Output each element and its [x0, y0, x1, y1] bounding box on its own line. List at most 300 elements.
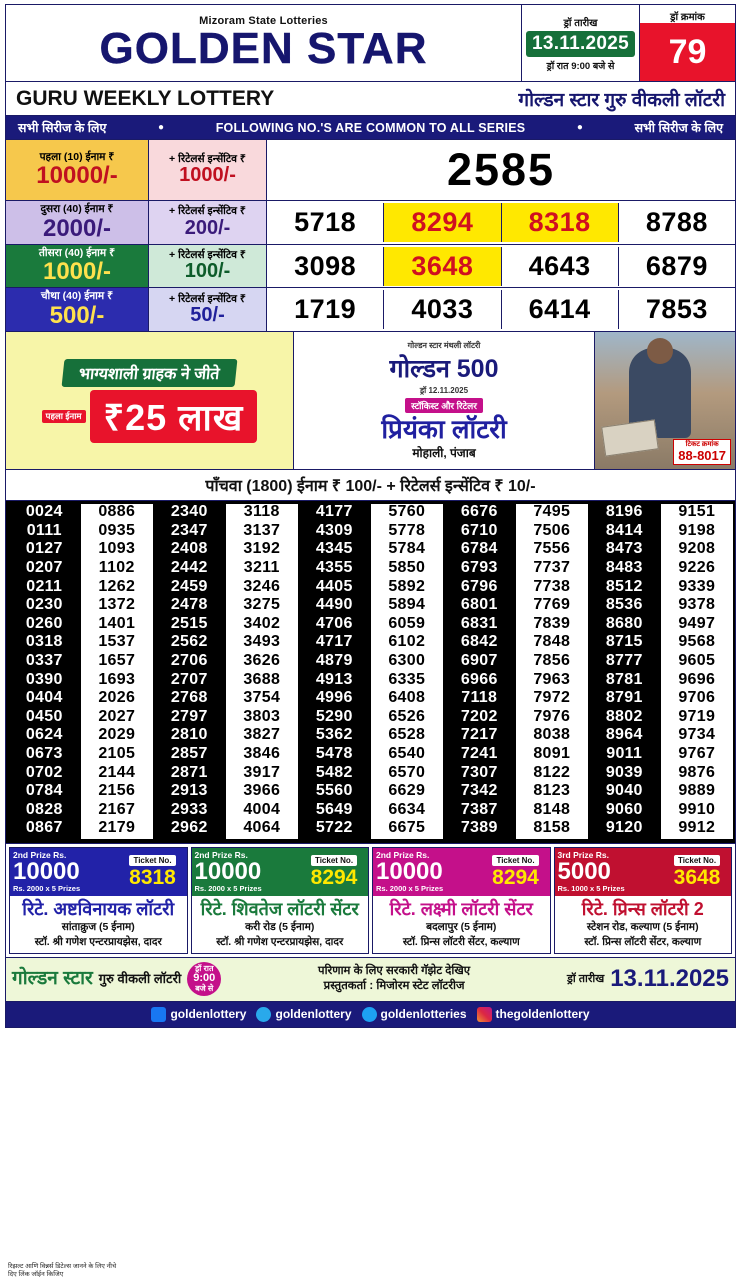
winner-ticket-number: 88-8017 — [678, 447, 726, 463]
footer-note-line1: परिणाम के लिए सरकारी गॅझेट देखिए — [318, 965, 471, 978]
fifth-prize-number: 1401 — [81, 616, 154, 635]
fifth-prize-number: 6842 — [443, 634, 516, 653]
footer-guru: गुरु वीकली लॉटरी — [98, 970, 182, 986]
prize-number: 4643 — [502, 247, 619, 286]
fifth-prize-number: 5784 — [371, 541, 444, 560]
fifth-prize-number: 6408 — [371, 690, 444, 709]
fifth-prize-number: 2478 — [153, 597, 226, 616]
winner-card — [9, 847, 188, 954]
prize-4-incentive-cell — [149, 288, 267, 331]
fifth-prize-number: 2408 — [153, 541, 226, 560]
fifth-prize-number: 0260 — [8, 616, 81, 635]
fifth-prize-number: 0111 — [8, 523, 81, 542]
fifth-prize-number: 0024 — [8, 504, 81, 523]
promo-winner-block — [6, 332, 294, 469]
fifth-prize-column — [153, 504, 226, 839]
tickets-shape — [601, 420, 659, 457]
footer-date: 13.11.2025 — [610, 965, 729, 993]
prize-3-incentive: 100/- — [184, 260, 231, 283]
fifth-prize-number: 7737 — [516, 560, 589, 579]
fifth-prize-number: 9568 — [661, 634, 734, 653]
promo-draw-date: ड्रॉ 12.11.2025 — [419, 386, 469, 396]
fifth-prize-number: 6570 — [371, 765, 444, 784]
page-title: GOLDEN STAR — [99, 23, 428, 73]
fifth-prize-number: 2933 — [153, 802, 226, 821]
winner-card-header — [373, 848, 550, 896]
fifth-prize-number: 3493 — [226, 634, 299, 653]
prize-number: 4033 — [384, 290, 501, 329]
fifth-prize-number: 7387 — [443, 802, 516, 821]
winner-card-place: स्टेशन रोड, कल्याण (5 ईनाम) — [586, 920, 699, 933]
winner-card-amount-block — [195, 851, 301, 893]
draw-date-block — [521, 5, 639, 81]
draw-time: ड्रॉ रात 9:00 बजे से — [546, 60, 615, 72]
fifth-prize-number: 1093 — [81, 541, 154, 560]
winner-card-place: बदलापुर (5 ईनाम) — [426, 920, 497, 933]
social-telegram[interactable] — [256, 1007, 351, 1022]
fifth-prize-number: 2962 — [153, 820, 226, 839]
fifth-prize-number: 9734 — [661, 727, 734, 746]
social-twitter[interactable] — [362, 1007, 467, 1022]
prize-3-incentive-cell — [149, 245, 267, 288]
fifth-prize-number: 3275 — [226, 597, 299, 616]
subheader-english: GURU WEEKLY LOTTERY — [16, 86, 275, 110]
winner-card-prize-title: 2nd Prize Rs. — [194, 849, 248, 860]
prize-4-amount: 500/- — [49, 302, 105, 330]
fifth-prize-number: 5362 — [298, 727, 371, 746]
promo-pink-label: स्टॉकिस्ट और रिटेलर — [405, 398, 483, 413]
fifth-prize-number: 5290 — [298, 709, 371, 728]
winner-card-amount-block — [13, 851, 119, 893]
subheader — [5, 82, 736, 116]
prize-number: 1719 — [267, 290, 384, 329]
fifth-prize-number: 1693 — [81, 672, 154, 691]
fifth-prize-number: 6793 — [443, 560, 516, 579]
footer — [5, 958, 736, 1002]
fifth-prize-number: 2105 — [81, 746, 154, 765]
fifth-prize-number: 3118 — [226, 504, 299, 523]
promo-amount: ₹25 लाख — [90, 390, 258, 443]
fifth-prize-number: 6634 — [371, 802, 444, 821]
prize-4-label: चौथा (40) ईनाम ₹ — [40, 290, 114, 303]
prize-1-incentive-cell — [149, 140, 267, 200]
fifth-prize-column — [298, 504, 371, 839]
social-instagram[interactable] — [477, 1007, 590, 1022]
fifth-prize-number: 9151 — [661, 504, 734, 523]
winner-card-header — [555, 848, 732, 896]
winner-card-ticket-label: Ticket No. — [492, 855, 538, 866]
fifth-prize-number: 2156 — [81, 783, 154, 802]
prize-2-amount: 2000/- — [42, 214, 112, 242]
fifth-prize-number: 8158 — [516, 820, 589, 839]
fifth-prize-number: 6796 — [443, 579, 516, 598]
prize-number: 8788 — [645, 206, 708, 237]
winner-card-shop: रिटे. लक्ष्मी लॉटरी सेंटर — [389, 899, 533, 920]
fifth-prize-number: 5722 — [298, 820, 371, 839]
fifth-prize-number: 9198 — [661, 523, 734, 542]
fifth-prize-number: 0886 — [81, 504, 154, 523]
winner-card — [191, 847, 370, 954]
common-series-middle: FOLLOWING NO.'S ARE COMMON TO ALL SERIES — [215, 120, 526, 135]
fifth-prize-number: 5892 — [371, 579, 444, 598]
social-handle: goldenlottery — [170, 1007, 247, 1022]
fifth-prize-number: 6528 — [371, 727, 444, 746]
prize-1-label: पहला (10) ईनाम ₹ — [39, 150, 115, 163]
winner-card — [554, 847, 733, 954]
fifth-prize-number: 0318 — [8, 634, 81, 653]
prize-2-label: दुसरा (40) ईनाम ₹ — [40, 203, 114, 215]
prize-1-amount: 10000/- — [36, 162, 118, 190]
fifth-prize-number: 2768 — [153, 690, 226, 709]
fifth-prize-number: 8473 — [588, 541, 661, 560]
social-facebook[interactable] — [151, 1007, 246, 1022]
prize-number: 3098 — [267, 247, 384, 286]
social-bar — [5, 1002, 736, 1028]
fifth-prize-grid — [5, 501, 736, 844]
fifth-prize-number: 1372 — [81, 597, 154, 616]
fifth-prize-column — [588, 504, 661, 839]
prize-4-incentive-label: + रिटेलर्स इन्सेंटिव ₹ — [169, 292, 246, 305]
fifth-prize-bar: पाँचवा (1800) ईनाम ₹ 100/- + रिटेलर्स इन्सेंटिव ₹ 10/- — [5, 470, 736, 501]
winner-card-stockist: स्टॉ. प्रिन्स लॉटरी सेंटर, कल्याण — [402, 935, 520, 948]
footer-clock-bottom: बजे से — [195, 983, 214, 993]
draw-date-value: 13.11.2025 — [526, 31, 635, 57]
winner-card-ticket-block — [666, 851, 728, 893]
footer-clock-top: ड्रॉ रात — [195, 963, 214, 973]
fifth-prize-number: 8196 — [588, 504, 661, 523]
prize-3-incentive-label: + रिटेलर्स इन्सेंटिव ₹ — [169, 248, 246, 261]
fifth-prize-number: 2857 — [153, 746, 226, 765]
fifth-prize-number: 4879 — [298, 653, 371, 672]
winner-card-ticket-block — [485, 851, 547, 893]
draw-number-label: ड्रॉ क्रमांक — [640, 5, 735, 23]
fifth-prize-number: 4405 — [298, 579, 371, 598]
prize-3-label-cell — [6, 245, 149, 288]
winner-card-ticket-no: 8318 — [129, 866, 176, 890]
fifth-prize-number: 3402 — [226, 616, 299, 635]
fifth-prize-number: 9339 — [661, 579, 734, 598]
fifth-prize-number: 7202 — [443, 709, 516, 728]
fifth-prize-number: 4309 — [298, 523, 371, 542]
fifth-prize-number: 8091 — [516, 746, 589, 765]
fifth-prize-number: 1537 — [81, 634, 154, 653]
fifth-prize-number: 0450 — [8, 709, 81, 728]
winner-card — [372, 847, 551, 954]
winner-card-shop: रिटे. प्रिन्स लॉटरी 2 — [581, 899, 704, 920]
winner-card-ticket-no: 8294 — [492, 866, 539, 890]
fifth-prize-number: 9040 — [588, 783, 661, 802]
fifth-prize-number: 2562 — [153, 634, 226, 653]
fifth-prize-number: 7769 — [516, 597, 589, 616]
prize-number: 2585 — [446, 144, 556, 195]
prize-2-incentive-cell — [149, 201, 267, 244]
fifth-prize-number: 8512 — [588, 579, 661, 598]
fifth-prize-number: 3846 — [226, 746, 299, 765]
fifth-prize-number: 7217 — [443, 727, 516, 746]
fifth-prize-number: 4355 — [298, 560, 371, 579]
fifth-prize-number: 3917 — [226, 765, 299, 784]
winner-card-body — [555, 896, 732, 952]
prize-row-1 — [6, 140, 735, 201]
fifth-prize-number: 6102 — [371, 634, 444, 653]
fifth-prize-number: 7389 — [443, 820, 516, 839]
social-handle: thegoldenlottery — [495, 1007, 590, 1022]
fifth-prize-number: 0935 — [81, 523, 154, 542]
fifth-prize-number: 6676 — [443, 504, 516, 523]
fifth-prize-number: 8123 — [516, 783, 589, 802]
subheader-hindi: गोल्डन स्टार गुरु वीकली लॉटरी — [518, 89, 725, 111]
prize-3-numbers — [267, 245, 735, 288]
fifth-prize-number: 0702 — [8, 765, 81, 784]
fifth-prize-number: 7495 — [516, 504, 589, 523]
fifth-prize-number: 2340 — [153, 504, 226, 523]
fifth-prize-number: 6801 — [443, 597, 516, 616]
promo-shop-block — [294, 332, 595, 469]
fifth-prize-number: 3137 — [226, 523, 299, 542]
fifth-prize-number: 5760 — [371, 504, 444, 523]
prize-1-label-cell — [6, 140, 149, 200]
fifth-prize-number: 3211 — [226, 560, 299, 579]
prize-4-label-cell — [6, 288, 149, 331]
winner-card-amount-block — [376, 851, 482, 893]
winner-card-sub: Rs. 2000 x 5 Prizes — [13, 884, 81, 894]
fifth-prize-number: 9060 — [588, 802, 661, 821]
fifth-prize-number: 4706 — [298, 616, 371, 635]
fifth-prize-number: 8414 — [588, 523, 661, 542]
fifth-prize-number: 9696 — [661, 672, 734, 691]
winner-card-amount: 10000 — [194, 858, 262, 886]
winner-card-amount-block — [558, 851, 664, 893]
common-series-right: सभी सिरीज के लिए — [634, 121, 723, 135]
fifth-prize-number: 6907 — [443, 653, 516, 672]
fifth-prize-number: 0828 — [8, 802, 81, 821]
fifth-prize-number: 9378 — [661, 597, 734, 616]
prize-4-incentive: 50/- — [190, 304, 225, 327]
winner-card-ticket-label: Ticket No. — [674, 855, 720, 866]
fifth-prize-number: 4177 — [298, 504, 371, 523]
footer-date-label: ड्रॉ तारीख — [566, 972, 605, 985]
prize-2-numbers — [267, 201, 735, 244]
prize-number-highlighted: 8294 — [384, 203, 501, 242]
common-series-left: सभी सिरीज के लिए — [18, 121, 107, 135]
fifth-prize-number: 8680 — [588, 616, 661, 635]
fifth-prize-number: 7556 — [516, 541, 589, 560]
fifth-prize-number: 8038 — [516, 727, 589, 746]
prize-3-amount: 1000/- — [42, 258, 112, 286]
fifth-prize-number: 2913 — [153, 783, 226, 802]
fifth-prize-number: 5850 — [371, 560, 444, 579]
winner-card-header — [192, 848, 369, 896]
footer-note — [227, 964, 561, 994]
draw-date-label: ड्रॉ तारीख — [563, 17, 598, 29]
fifth-prize-column — [661, 504, 734, 839]
winner-ticket-tag — [673, 439, 731, 465]
bullet-icon: ● — [158, 122, 165, 133]
promo-ribbon: भाग्यशाली ग्राहक ने जीते — [62, 359, 237, 387]
winner-card-ticket-label: Ticket No. — [311, 855, 357, 866]
fifth-prize-number: 4913 — [298, 672, 371, 691]
fifth-prize-number: 9767 — [661, 746, 734, 765]
fifth-prize-number: 9889 — [661, 783, 734, 802]
footer-small-note: रिझल्ट आणि विन्नर्स डिटेल्स जानने के लिए नीचे दिए लिंक जॉईन किजिए — [8, 1263, 117, 1278]
fifth-prize-number: 2706 — [153, 653, 226, 672]
fifth-prize-number: 2810 — [153, 727, 226, 746]
fifth-prize-number: 0784 — [8, 783, 81, 802]
common-series-bar — [5, 116, 736, 140]
bullet-icon: ● — [576, 122, 583, 133]
fifth-prize-number: 6784 — [443, 541, 516, 560]
fifth-prize-number: 0624 — [8, 727, 81, 746]
fifth-prize-number: 8964 — [588, 727, 661, 746]
fifth-prize-number: 7118 — [443, 690, 516, 709]
fifth-prize-number: 8777 — [588, 653, 661, 672]
winner-card-prize-title: 3rd Prize Rs. — [557, 849, 609, 860]
winner-card-body — [192, 896, 369, 952]
winner-card-stockist: स्टॉ. प्रिन्स लॉटरी सेंटर, कल्याण — [584, 935, 702, 948]
clock-icon — [187, 962, 221, 996]
fifth-prize-number: 5482 — [298, 765, 371, 784]
fifth-prize-number: 9208 — [661, 541, 734, 560]
footer-clock-time: 9:00 — [193, 972, 216, 985]
fifth-prize-number: 6710 — [443, 523, 516, 542]
fifth-prize-number: 2347 — [153, 523, 226, 542]
fifth-prize-number: 4717 — [298, 634, 371, 653]
prize-row-3 — [6, 245, 735, 289]
fifth-prize-number: 7307 — [443, 765, 516, 784]
fifth-prize-number: 9011 — [588, 746, 661, 765]
fifth-prize-number: 7972 — [516, 690, 589, 709]
fifth-prize-number: 0390 — [8, 672, 81, 691]
fifth-prize-number: 9120 — [588, 820, 661, 839]
winner-card-place: सांताक्रुज (5 ईनाम) — [61, 920, 135, 933]
fifth-prize-number: 8781 — [588, 672, 661, 691]
promo-shop-name: प्रियंका लॉटरी — [381, 414, 507, 445]
fifth-prize-number: 6540 — [371, 746, 444, 765]
fifth-prize-number: 7241 — [443, 746, 516, 765]
fifth-prize-number: 4345 — [298, 541, 371, 560]
header — [5, 4, 736, 82]
fifth-prize-column — [443, 504, 516, 839]
winner-card-ticket-label: Ticket No. — [129, 855, 175, 866]
fifth-prize-number: 2144 — [81, 765, 154, 784]
promo-tiny-top: गोल्डन स्टार मंथली लॉटरी — [407, 341, 481, 351]
fifth-prize-column — [516, 504, 589, 839]
winner-card-prize-title: 2nd Prize Rs. — [376, 849, 430, 860]
fifth-prize-number: 3966 — [226, 783, 299, 802]
prize-number: 6879 — [645, 250, 708, 281]
prize-2-incentive: 200/- — [184, 216, 231, 239]
fifth-prize-number: 9876 — [661, 765, 734, 784]
fifth-prize-number: 0230 — [8, 597, 81, 616]
fifth-prize-number: 7856 — [516, 653, 589, 672]
fifth-prize-number: 6629 — [371, 783, 444, 802]
fifth-prize-number: 2871 — [153, 765, 226, 784]
fifth-prize-number: 5478 — [298, 746, 371, 765]
fifth-prize-number: 2707 — [153, 672, 226, 691]
social-handle: goldenlottery — [275, 1007, 352, 1022]
promo-amount-wrap — [42, 390, 258, 443]
fifth-prize-number: 1102 — [81, 560, 154, 579]
winner-card-ticket-no: 8294 — [310, 866, 358, 890]
winner-card-ticket-block — [303, 851, 365, 893]
header-brand — [6, 5, 521, 81]
fifth-prize-column — [8, 504, 81, 839]
prize-3-label: तीसरा (40) ईनाम ₹ — [38, 246, 116, 259]
facebook-icon — [151, 1007, 166, 1022]
fifth-prize-number: 1657 — [81, 653, 154, 672]
fifth-prize-number: 2442 — [153, 560, 226, 579]
fifth-prize-number: 0867 — [8, 820, 81, 839]
draw-number-block — [639, 5, 735, 81]
winner-card-amount: 10000 — [13, 858, 80, 886]
fifth-prize-number: 8483 — [588, 560, 661, 579]
fifth-prize-number: 5560 — [298, 783, 371, 802]
fifth-prize-number: 8791 — [588, 690, 661, 709]
prize-number-highlighted: 3648 — [384, 247, 501, 286]
fifth-prize-number: 5894 — [371, 597, 444, 616]
fifth-prize-column — [371, 504, 444, 839]
winner-card-place: करी रोड (5 ईनाम) — [245, 920, 315, 933]
fifth-prize-number: 9497 — [661, 616, 734, 635]
fifth-prize-number: 2459 — [153, 579, 226, 598]
fifth-prize-number: 6675 — [371, 820, 444, 839]
winner-card-body — [10, 896, 187, 952]
promo-badge: पहला ईनाम — [42, 410, 86, 423]
fifth-prize-number: 4996 — [298, 690, 371, 709]
fifth-prize-number: 6300 — [371, 653, 444, 672]
prize-row-4 — [6, 288, 735, 331]
prize-2-label-cell — [6, 201, 149, 244]
winner-ticket-label: टिकट क्रमांक — [685, 441, 719, 449]
fifth-prize-number: 2029 — [81, 727, 154, 746]
winner-card-header — [10, 848, 187, 896]
winner-card-ticket-block — [122, 851, 184, 893]
prize-number: 5718 — [267, 203, 384, 242]
promo-shop-city: मोहाली, पंजाब — [412, 446, 476, 460]
prize-2-incentive-label: + रिटेलर्स इन्सेंटिव ₹ — [169, 205, 246, 218]
fifth-prize-number: 3192 — [226, 541, 299, 560]
winner-cards — [5, 844, 736, 958]
fifth-prize-number: 5649 — [298, 802, 371, 821]
fifth-prize-number: 3827 — [226, 727, 299, 746]
fifth-prize-number: 7848 — [516, 634, 589, 653]
fifth-prize-number: 0673 — [8, 746, 81, 765]
fifth-prize-number: 7738 — [516, 579, 589, 598]
fifth-prize-number: 3754 — [226, 690, 299, 709]
fifth-prize-number: 8715 — [588, 634, 661, 653]
fifth-prize-number: 2179 — [81, 820, 154, 839]
winner-card-body — [373, 896, 550, 952]
fifth-prize-number: 2797 — [153, 709, 226, 728]
instagram-icon — [477, 1007, 492, 1022]
prize-number-highlighted: 8318 — [502, 203, 619, 242]
winner-card-stockist: स्टॉ. श्री गणेश एन्टरप्रायझेस, दादर — [34, 935, 162, 948]
fifth-prize-column — [81, 504, 154, 839]
prize-4-numbers — [267, 288, 735, 331]
footer-note-line2: प्रस्तुतकर्ता : मिजोरम स्टेट लॉटरीज — [323, 980, 465, 993]
fifth-prize-number: 7342 — [443, 783, 516, 802]
winner-card-amount: 10000 — [376, 858, 443, 886]
prize-1-incentive-label: + रिटेलर्स इन्सेंटिव ₹ — [169, 152, 246, 165]
fifth-prize-number: 8148 — [516, 802, 589, 821]
fifth-prize-number: 2027 — [81, 709, 154, 728]
fifth-prize-number: 6335 — [371, 672, 444, 691]
promo-banner — [5, 332, 736, 470]
fifth-prize-number: 9706 — [661, 690, 734, 709]
footer-brand: गोल्डन स्टार — [12, 968, 93, 990]
social-handle: goldenlotteries — [380, 1007, 467, 1022]
winner-card-prize-title: 2nd Prize Rs. — [13, 849, 67, 860]
